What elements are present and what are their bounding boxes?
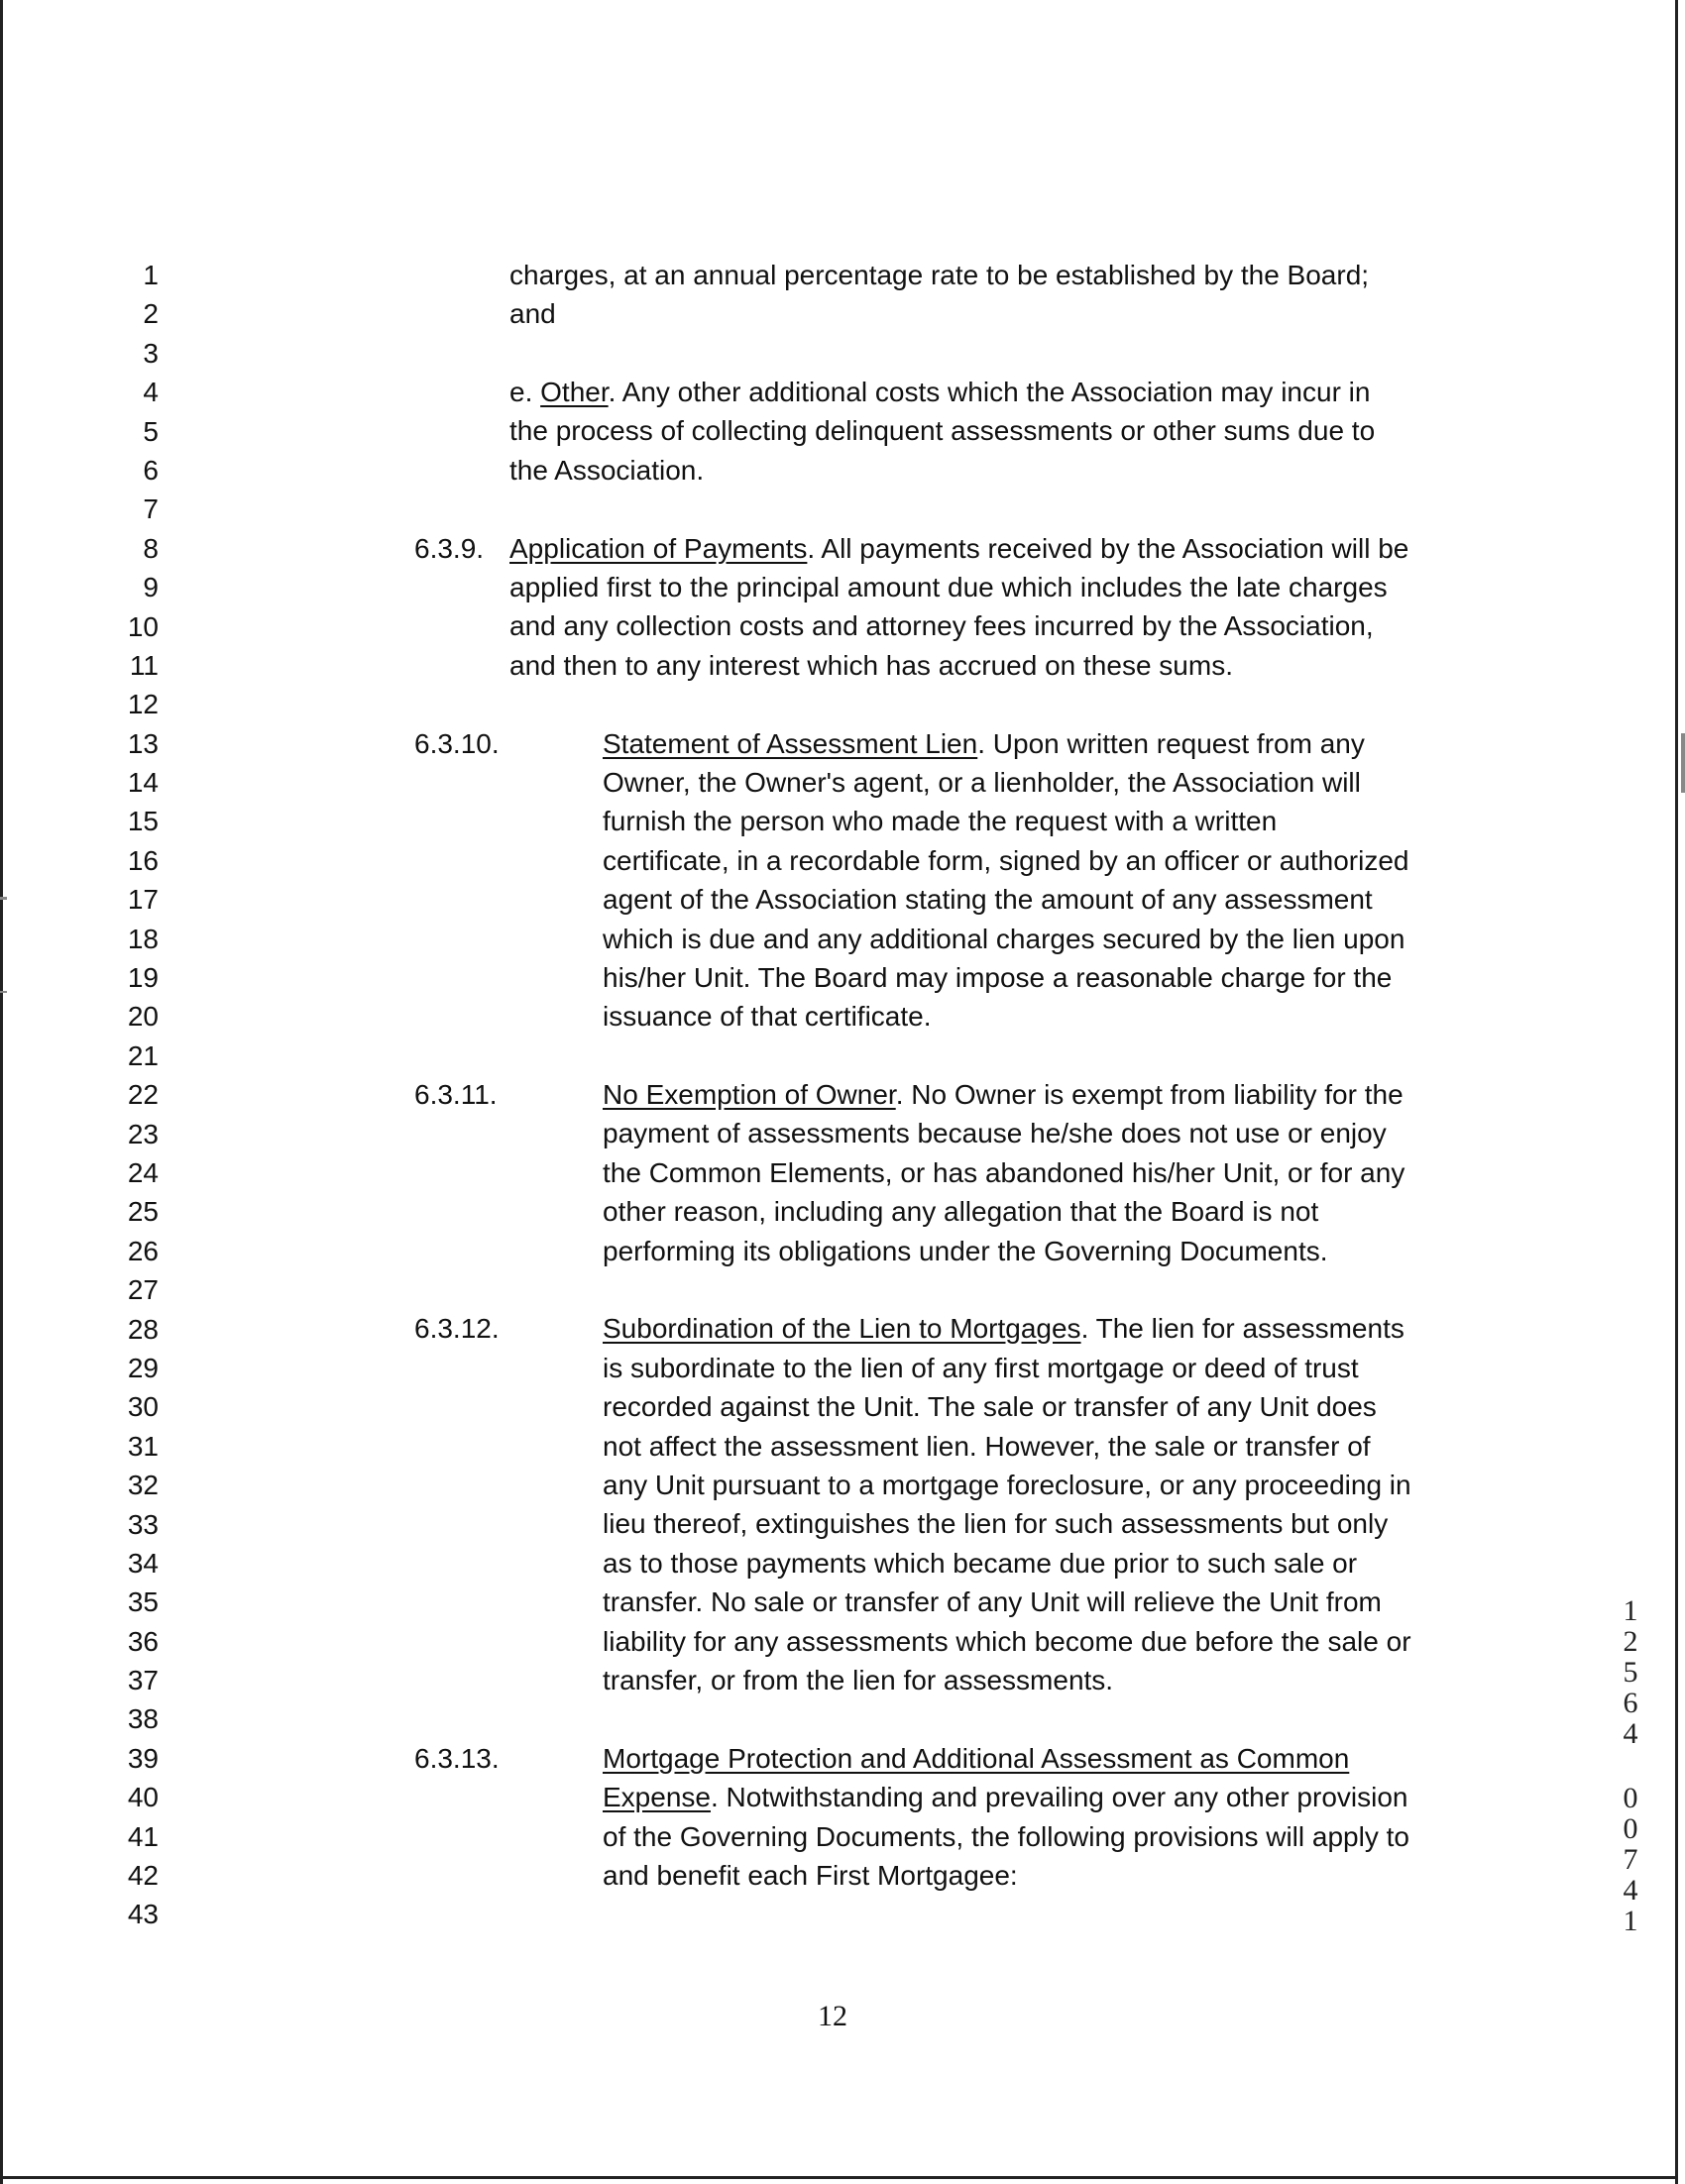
line-number: 30 [127, 1391, 159, 1423]
section-6-3-12-line: as to those payments which became due prior to such sale or [603, 1548, 1358, 1579]
item-e-text: . Any other additional costs which the Association may incur in [608, 377, 1371, 407]
line-number: 43 [127, 1899, 159, 1930]
stamp-digit: 1 [1623, 1594, 1638, 1627]
line-number: 7 [143, 493, 159, 525]
line-number: 5 [143, 415, 159, 447]
section-6-3-13-text: . Notwithstanding and prevailing over any other provision [710, 1782, 1408, 1812]
line-number: 33 [127, 1508, 159, 1540]
section-6-3-11-line: payment of assessments because he/she does not use or enjoy [603, 1118, 1387, 1148]
line-number: 29 [127, 1352, 159, 1383]
section-6-3-12-line: transfer. No sale or transfer of any Unit will relieve the Unit from [603, 1586, 1382, 1617]
stamp-digit: 0 [1623, 1812, 1638, 1845]
page-border-bottom [0, 2176, 1678, 2179]
line-number: 28 [127, 1313, 159, 1345]
page-border-left [0, 0, 3, 2184]
intro-line: and [509, 298, 556, 329]
item-e-heading: Other [540, 377, 609, 407]
section-6-3-13-second-line [603, 1778, 1407, 1816]
line-number: 21 [127, 1039, 159, 1071]
line-number: 15 [127, 806, 159, 837]
stamp-digit: 1 [1623, 1905, 1638, 1937]
section-6-3-10-line: agent of the Association stating the amount of any assessment [603, 884, 1373, 915]
line-number: 18 [127, 923, 159, 954]
line-number: 12 [127, 689, 159, 720]
recording-stamp [1611, 1595, 1650, 1936]
line-number: 37 [127, 1665, 159, 1696]
line-number: 27 [127, 1274, 159, 1306]
scan-mark [0, 897, 7, 900]
section-6-3-11-line: performing its obligations under the Governing Documents. [603, 1236, 1328, 1266]
section-6-3-11-line: other reason, including any allegation that the Board is not [603, 1196, 1319, 1227]
section-6-3-12-heading: Subordination of the Lien to Mortgages [603, 1313, 1081, 1344]
section-6-3-12-text: . The lien for assessments [1080, 1313, 1404, 1344]
line-number: 32 [127, 1470, 159, 1501]
section-6-3-12-line: is subordinate to the lien of any first mortgage or deed of trust [603, 1353, 1359, 1383]
section-6-3-10-line: certificate, in a recordable form, signed by an officer or authorized [603, 845, 1409, 876]
item-e-line: the Association. [509, 455, 705, 486]
section-6-3-9-first-line [509, 529, 1408, 568]
line-number: 35 [127, 1586, 159, 1618]
line-number: 4 [143, 377, 159, 408]
section-number-6-3-10: 6.3.10. [414, 728, 500, 759]
line-number: 11 [129, 649, 159, 681]
line-number: 40 [127, 1782, 159, 1813]
item-e-line: the process of collecting delinquent assessments or other sums due to [509, 415, 1376, 446]
section-6-3-11-first-line [603, 1075, 1404, 1114]
stamp-digit: 0 [1623, 1782, 1638, 1814]
line-number: 3 [143, 337, 159, 369]
intro-line: charges, at an annual percentage rate to be established by the Board; [509, 260, 1370, 290]
stamp-digit: 5 [1623, 1656, 1638, 1689]
stamp-digit: 7 [1623, 1843, 1638, 1876]
section-6-3-9-line: applied first to the principal amount due which includes the late charges [509, 572, 1388, 602]
section-6-3-11-line: the Common Elements, or has abandoned his/her Unit, or for any [603, 1157, 1405, 1188]
section-number-6-3-13: 6.3.13. [414, 1743, 500, 1774]
line-number: 36 [127, 1625, 159, 1657]
section-6-3-13-heading-end: Expense [603, 1782, 711, 1812]
section-6-3-10-first-line [603, 724, 1365, 763]
section-6-3-12-line: any Unit pursuant to a mortgage foreclosure, or any proceeding in [603, 1470, 1411, 1500]
line-number: 14 [127, 767, 159, 799]
stamp-digit: 4 [1623, 1874, 1638, 1907]
line-number: 19 [127, 962, 159, 994]
line-number: 38 [127, 1703, 159, 1735]
line-number: 10 [127, 610, 159, 642]
section-6-3-13-heading: Mortgage Protection and Additional Assessment as Common [603, 1743, 1350, 1774]
item-e-first-line [509, 373, 1370, 411]
section-6-3-10-line: Owner, the Owner's agent, or a lienholder, the Association will [603, 767, 1361, 798]
line-number: 1 [143, 260, 159, 290]
section-6-3-10-text: . Upon written request from any [977, 728, 1365, 759]
section-number-6-3-12: 6.3.12. [414, 1313, 500, 1344]
section-6-3-9-line: and any collection costs and attorney fees incurred by the Association, [509, 610, 1374, 641]
scan-mark [0, 991, 7, 993]
section-6-3-12-line: liability for any assessments which become due before the sale or [603, 1626, 1411, 1657]
stamp-gap [1611, 1749, 1650, 1783]
line-number: 42 [127, 1860, 159, 1892]
section-number-6-3-11: 6.3.11. [414, 1079, 498, 1110]
section-number-6-3-9: 6.3.9. [414, 533, 485, 564]
section-6-3-12-line: recorded against the Unit. The sale or transfer of any Unit does [603, 1391, 1377, 1422]
line-number: 23 [127, 1118, 159, 1149]
line-number: 8 [143, 532, 159, 564]
stamp-digit: 6 [1623, 1687, 1638, 1719]
section-6-3-11-heading: No Exemption of Owner [603, 1079, 896, 1110]
section-6-3-10-line: which is due and any additional charges secured by the lien upon [603, 924, 1405, 954]
line-number: 22 [127, 1079, 159, 1111]
line-number: 41 [127, 1820, 159, 1852]
section-6-3-12-line: lieu thereof, extinguishes the lien for such assessments but only [603, 1508, 1389, 1539]
line-number: 6 [143, 454, 159, 486]
stamp-digit: 4 [1623, 1717, 1638, 1750]
line-number: 39 [127, 1742, 159, 1774]
stamp-digit: 2 [1623, 1625, 1638, 1658]
line-number: 26 [127, 1235, 159, 1266]
section-6-3-10-line: his/her Unit. The Board may impose a reasonable charge for the [603, 962, 1393, 993]
section-6-3-9-heading: Application of Payments [509, 533, 808, 564]
line-number: 24 [127, 1156, 159, 1188]
section-6-3-12-line: not affect the assessment lien. However, the sale or transfer of [603, 1431, 1371, 1462]
section-6-3-9-text: . All payments received by the Association will be [807, 533, 1409, 564]
line-number: 20 [127, 1001, 159, 1033]
section-6-3-13-line: and benefit each First Mortgagee: [603, 1860, 1018, 1891]
section-6-3-11-text: . No Owner is exempt from liability for the [895, 1079, 1404, 1110]
section-6-3-10-line: issuance of that certificate. [603, 1001, 932, 1032]
item-e-prefix: e. [509, 377, 541, 407]
line-number: 25 [127, 1196, 159, 1228]
section-6-3-10-line: furnish the person who made the request with a written [603, 806, 1278, 836]
line-number: 34 [127, 1547, 159, 1579]
page-number: 12 [818, 2000, 847, 2032]
section-6-3-9-line: and then to any interest which has accrued on these sums. [509, 650, 1233, 681]
line-number: 9 [143, 572, 159, 603]
line-number-column [99, 256, 159, 1934]
section-6-3-12-line: transfer, or from the lien for assessments. [603, 1665, 1114, 1695]
section-6-3-10-heading: Statement of Assessment Lien [603, 728, 978, 759]
line-number: 13 [127, 727, 159, 759]
line-number: 16 [127, 844, 159, 876]
line-number: 2 [143, 298, 159, 330]
line-number: 17 [127, 884, 159, 916]
page-border-right [1675, 0, 1678, 2184]
section-6-3-13-line: of the Governing Documents, the following provisions will apply to [603, 1821, 1409, 1852]
line-number: 31 [127, 1430, 159, 1462]
section-6-3-12-first-line [603, 1309, 1404, 1348]
scan-mark [1681, 733, 1685, 793]
